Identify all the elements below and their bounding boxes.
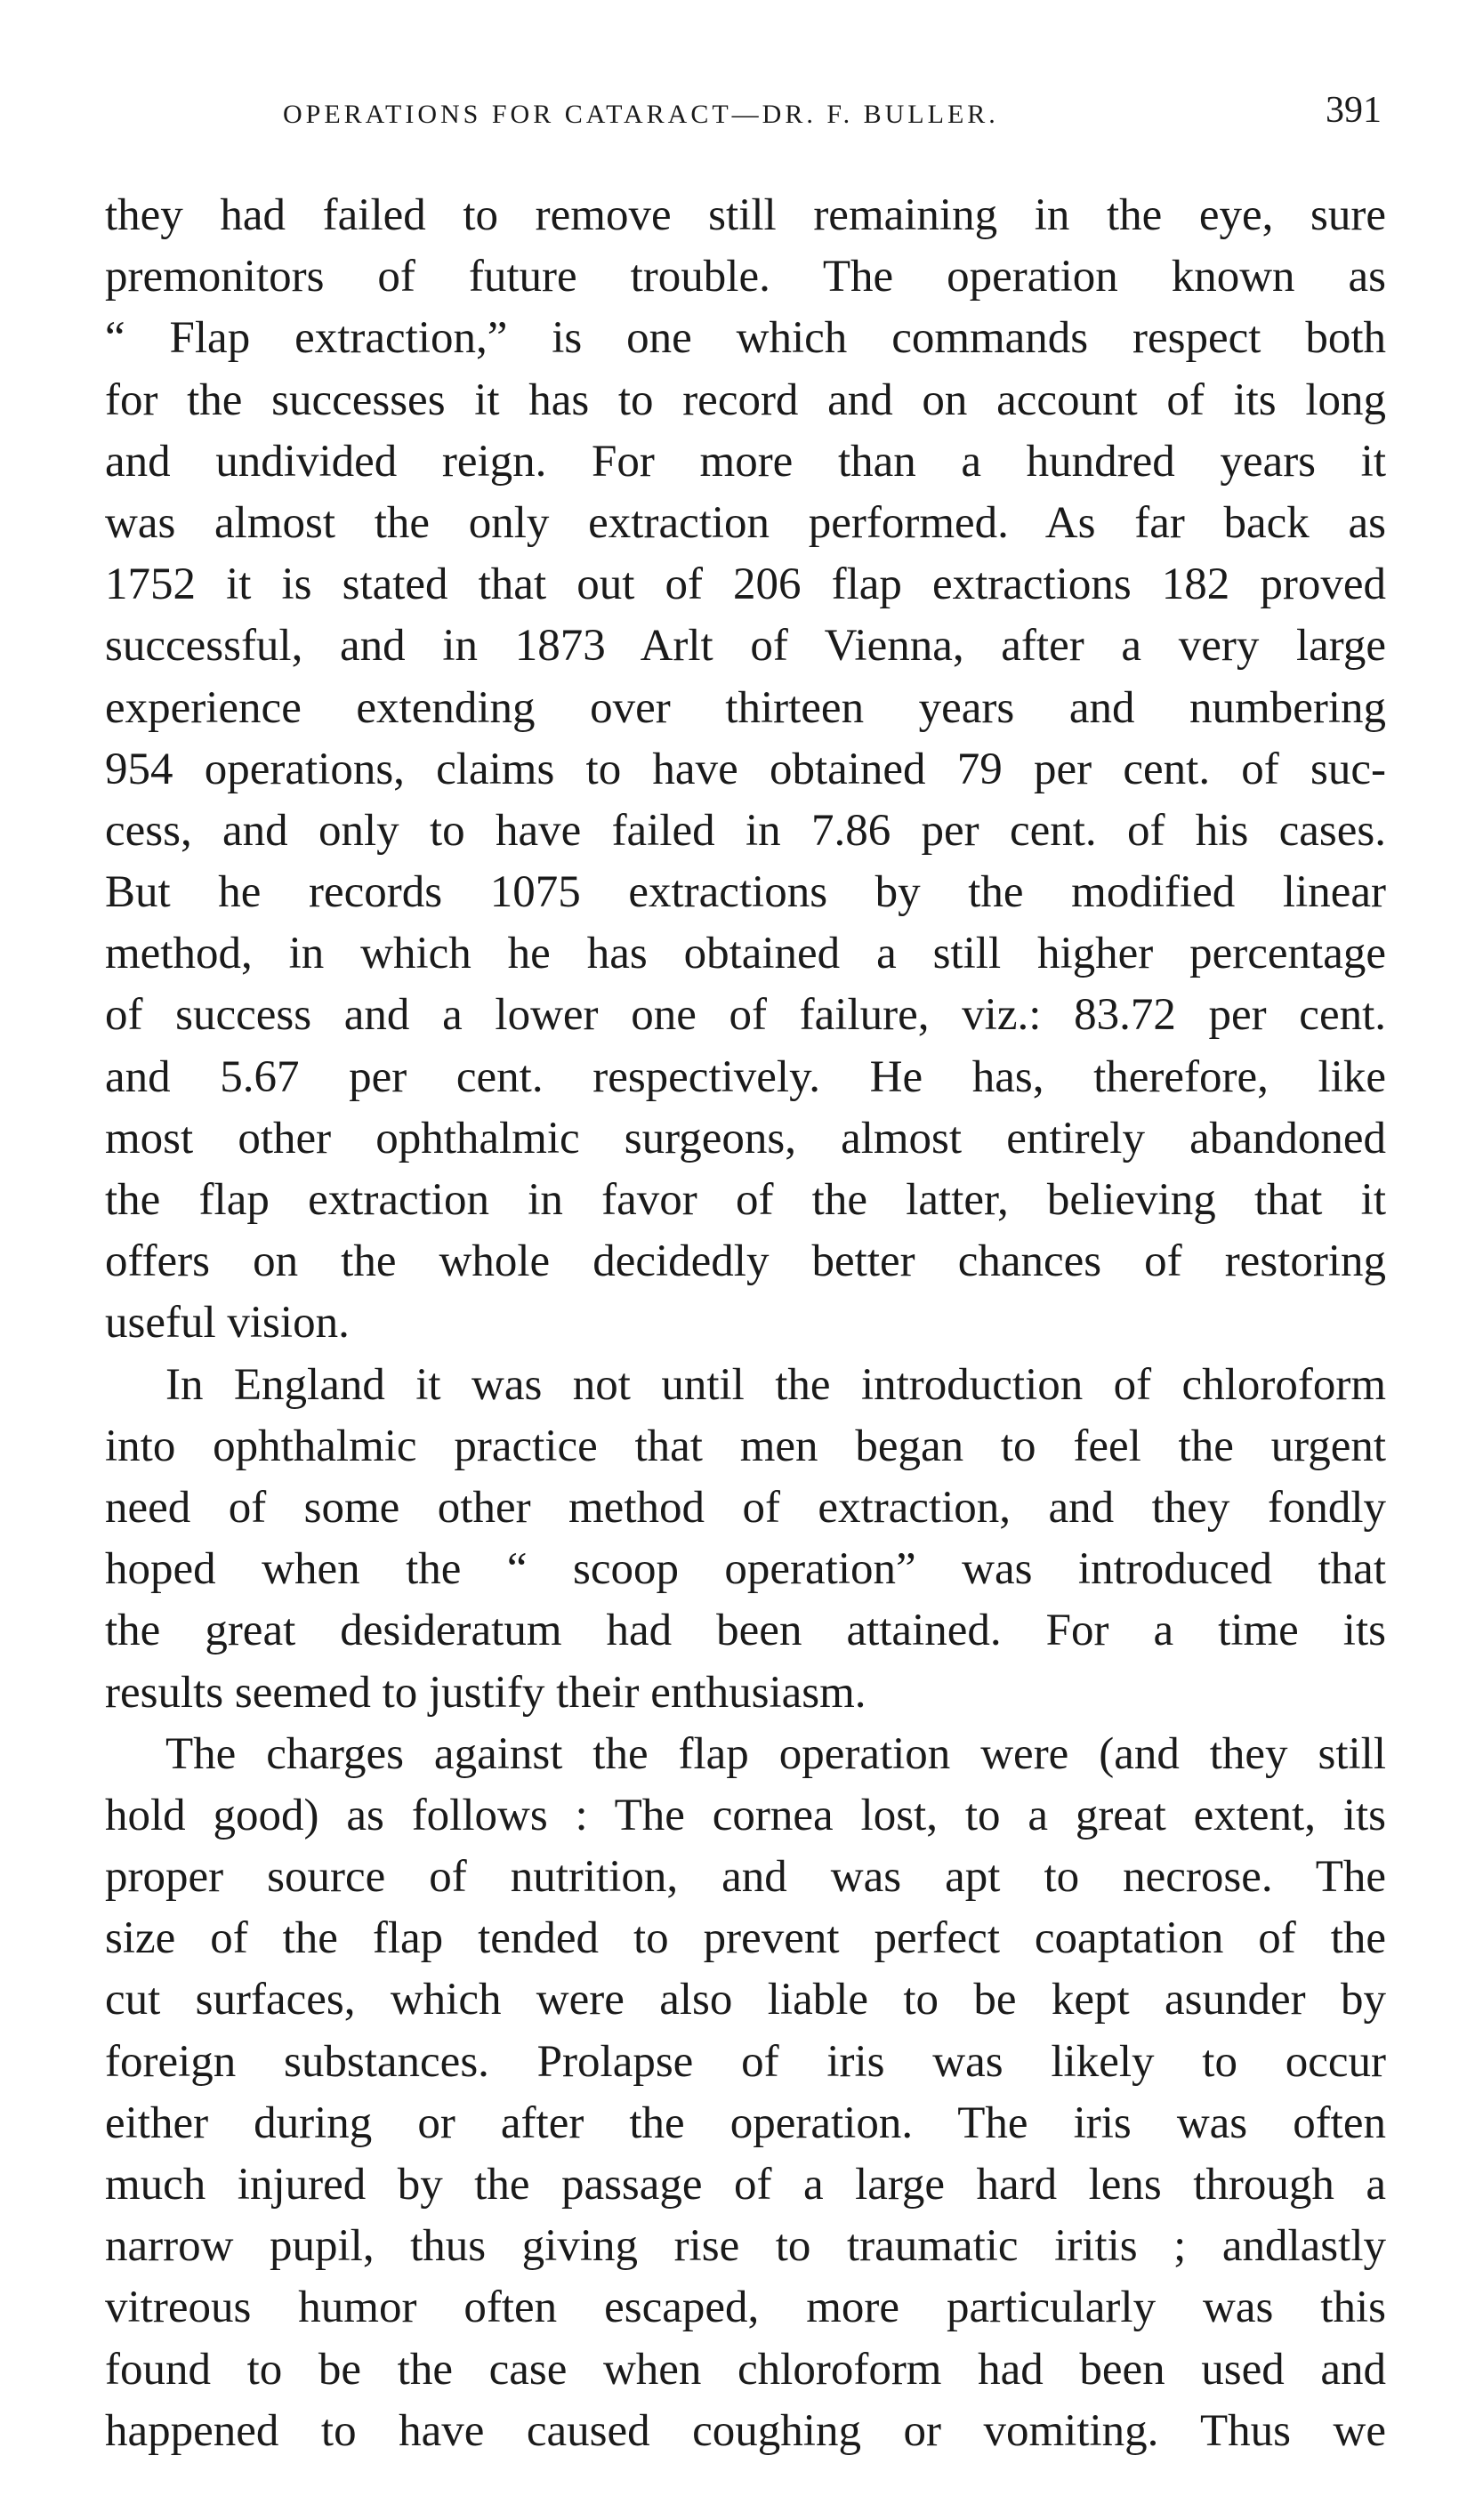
text-line: need of some other method of extraction, and they fondly — [105, 1482, 1386, 1533]
body-text — [105, 185, 1386, 2462]
text-line: of success and a lower one of failure, viz.: 83.72 per cent. — [105, 990, 1386, 1041]
text-line: 954 operations, claims to have obtained 79 per cent. of suc- — [105, 744, 1386, 794]
running-header: OPERATIONS FOR CATARACT—DR. F. BULLER. — [283, 100, 999, 129]
text-line: experience extending over thirteen years and numbering — [105, 682, 1386, 733]
text-line: But he records 1075 extractions by the modified linear — [105, 867, 1386, 918]
text-line: found to be the case when chloroform had been used and — [105, 2344, 1386, 2395]
text-line: and undivided reign. For more than a hundred years it — [105, 436, 1386, 487]
text-line: vitreous humor often escaped, more particularly was this — [105, 2282, 1386, 2333]
text-line: premonitors of future trouble. The operation known as — [105, 252, 1386, 302]
text-line: size of the flap tended to prevent perfect coaptation of the — [105, 1913, 1386, 1964]
text-line: useful vision. — [105, 1298, 350, 1349]
text-line: successful, and in 1873 Arlt of Vienna, after a very large — [105, 621, 1386, 672]
paragraph-3 — [105, 1724, 1386, 2462]
text-line: hold good) as follows : The cornea lost, to a great extent, its — [105, 1790, 1386, 1840]
text-line: The charges against the flap operation were (and they still — [165, 1728, 1386, 1779]
text-line: offers on the whole decidedly better chances of restoring — [105, 1236, 1386, 1287]
text-line: and 5.67 per cent. respectively. He has, therefore, like — [105, 1051, 1386, 1102]
text-line: cut surfaces, which were also liable to be kept asunder by — [105, 1975, 1386, 2025]
paragraph-1 — [105, 185, 1386, 1355]
text-line: for the successes it has to record and on account of its long — [105, 374, 1386, 425]
text-line: In England it was not until the introduction of chloroform — [165, 1359, 1386, 1410]
text-line: either during or after the operation. The iris was often — [105, 2097, 1386, 2148]
text-line: foreign substances. Prolapse of iris was likely to occur — [105, 2036, 1386, 2087]
text-line: was almost the only extraction performed. As far back as — [105, 497, 1386, 548]
text-line: method, in which he has obtained a still higher percentage — [105, 929, 1386, 979]
text-line: proper source of nutrition, and was apt to necrose. The — [105, 1852, 1386, 1903]
text-line: the flap extraction in favor of the latter, believing that it — [105, 1175, 1386, 1225]
page-number: 391 — [1326, 90, 1382, 131]
text-line: much injured by the passage of a large hard lens through a — [105, 2160, 1386, 2210]
text-line: cess, and only to have failed in 7.86 per cent. of his cases. — [105, 805, 1386, 856]
text-line: narrow pupil, thus giving rise to traumatic iritis ; andlastly — [105, 2221, 1386, 2272]
text-line: results seemed to justify their enthusiasm. — [105, 1667, 866, 1718]
text-line: into ophthalmic practice that men began to feel the urgent — [105, 1421, 1386, 1471]
text-line: happened to have caused coughing or vomiting. Thus we — [105, 2405, 1386, 2456]
text-line: most other ophthalmic surgeons, almost entirely abandoned — [105, 1113, 1386, 1163]
text-line: “ Flap extraction,” is one which commands respect both — [105, 313, 1386, 364]
text-line: 1752 it is stated that out of 206 flap extractions 182 proved — [105, 560, 1386, 610]
paragraph-2 — [105, 1355, 1386, 1724]
text-line: the great desideratum had been attained. For a time its — [105, 1606, 1386, 1656]
text-line: they had failed to remove still remaining in the eye, sure — [105, 190, 1386, 240]
text-line: hoped when the “ scoop operation” was introduced that — [105, 1544, 1386, 1595]
